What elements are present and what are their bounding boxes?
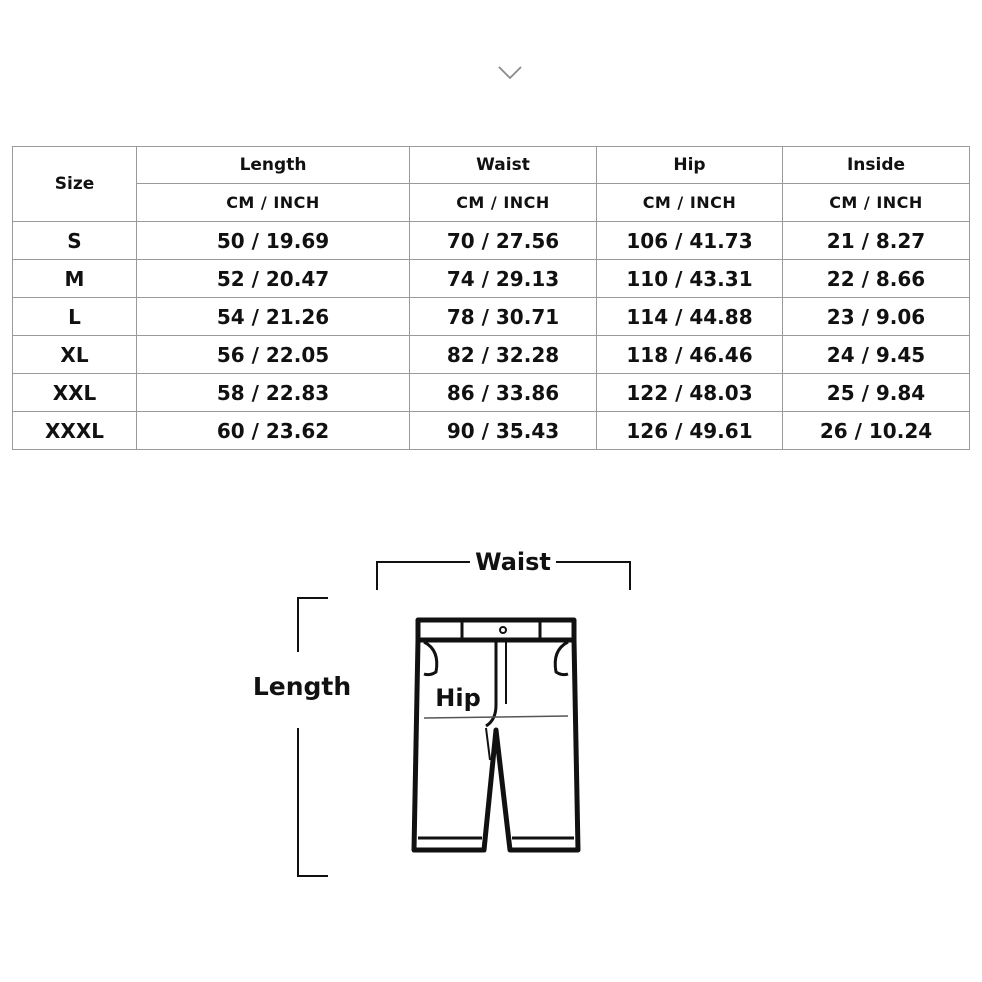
unit-label: CM / INCH: [783, 184, 970, 222]
unit-label: CM / INCH: [597, 184, 783, 222]
size-cell: L: [13, 298, 137, 336]
pants-icon: [414, 620, 578, 850]
hip-cell: 118 / 46.46: [597, 336, 783, 374]
length-cell: 56 / 22.05: [137, 336, 410, 374]
size-cell: M: [13, 260, 137, 298]
waist-cell: 90 / 35.43: [410, 412, 597, 450]
inside-cell: 24 / 9.45: [783, 336, 970, 374]
inside-cell: 22 / 8.66: [783, 260, 970, 298]
length-label: Length: [252, 672, 352, 701]
unit-label: CM / INCH: [137, 184, 410, 222]
hip-cell: 114 / 44.88: [597, 298, 783, 336]
size-header: Size: [13, 147, 137, 222]
column-header-inside: Inside: [783, 147, 970, 184]
unit-label: CM / INCH: [410, 184, 597, 222]
waist-cell: 78 / 30.71: [410, 298, 597, 336]
waist-cell: 70 / 27.56: [410, 222, 597, 260]
inside-cell: 21 / 8.27: [783, 222, 970, 260]
hip-cell: 106 / 41.73: [597, 222, 783, 260]
size-cell: XXL: [13, 374, 137, 412]
length-cell: 54 / 21.26: [137, 298, 410, 336]
length-cell: 60 / 23.62: [137, 412, 410, 450]
size-cell: XL: [13, 336, 137, 374]
hip-label: Hip: [435, 684, 481, 712]
length-cell: 52 / 20.47: [137, 260, 410, 298]
hip-cell: 110 / 43.31: [597, 260, 783, 298]
size-cell: XXXL: [13, 412, 137, 450]
length-bracket: [298, 598, 328, 876]
waist-cell: 86 / 33.86: [410, 374, 597, 412]
column-header-waist: Waist: [410, 147, 597, 184]
inside-cell: 26 / 10.24: [783, 412, 970, 450]
column-header-hip: Hip: [597, 147, 783, 184]
inside-cell: 23 / 9.06: [783, 298, 970, 336]
length-cell: 50 / 19.69: [137, 222, 410, 260]
hip-cell: 122 / 48.03: [597, 374, 783, 412]
column-header-length: Length: [137, 147, 410, 184]
length-cell: 58 / 22.83: [137, 374, 410, 412]
waist-cell: 74 / 29.13: [410, 260, 597, 298]
hip-measure-line: [424, 716, 568, 718]
size-cell: S: [13, 222, 137, 260]
waist-cell: 82 / 32.28: [410, 336, 597, 374]
inside-cell: 25 / 9.84: [783, 374, 970, 412]
waist-label: Waist: [475, 548, 551, 576]
hip-cell: 126 / 49.61: [597, 412, 783, 450]
